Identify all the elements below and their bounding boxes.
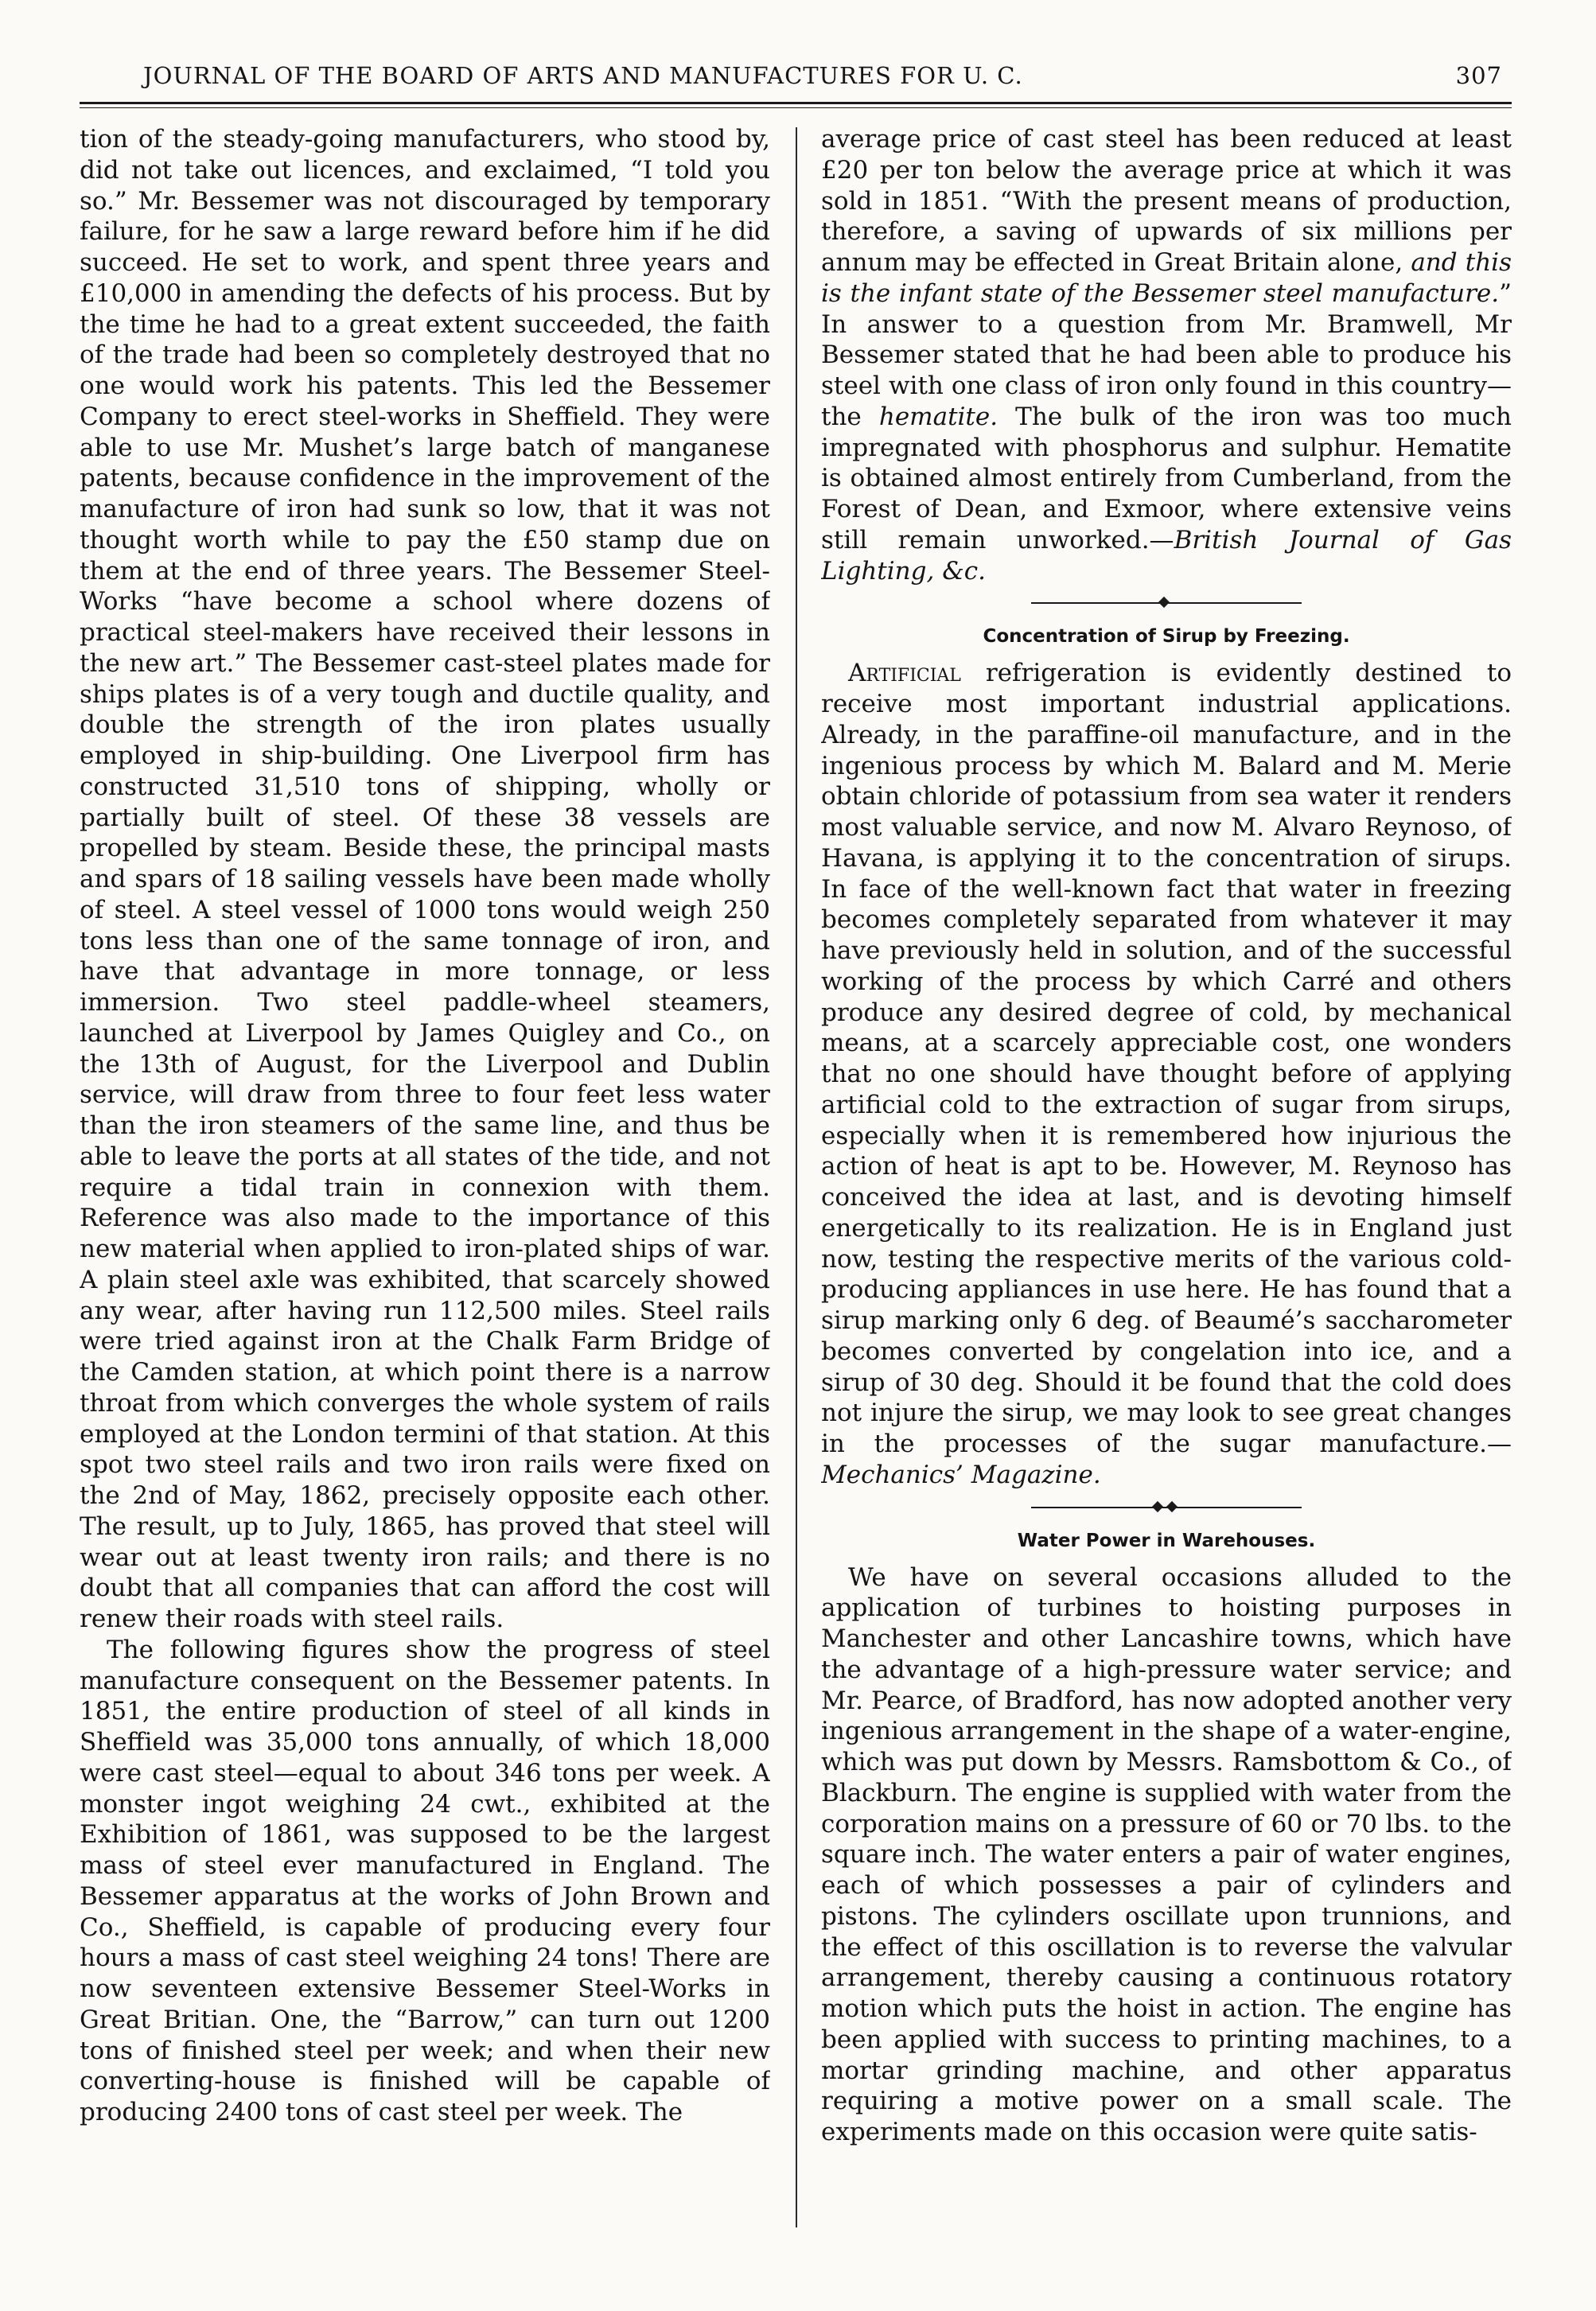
text-run: average price of cast steel has been reduced at least £20 per ton below the average price at which it was sold in 1851. “With the present means of production, therefore, a saving of upwards of six millions per annum may be effected in Great Britain alone,: [821, 125, 1512, 277]
divider-diamond-icon: [1158, 597, 1170, 608]
divider-diamond-icon: [1152, 1500, 1163, 1511]
divider-diamond-icon: [1166, 1500, 1178, 1511]
lead-in: Artificial: [848, 659, 961, 688]
paragraph: [821, 124, 1512, 586]
text-columns: [80, 124, 1512, 2232]
italic-run: hematite.: [878, 402, 998, 431]
right-column: [821, 124, 1512, 2232]
paragraph: We have on several occasions alluded to the application of turbines to hoisting purposes in Manchester and other Lancashire towns, which have the advantage of a high-pressure water service; and Mr. Pearce, of Bradford, has now adopted another very ingenious arrangement in the shape of a water-engine, which was put down by Messrs. Ramsbottom & Co., of Blackburn. The engine is supplied with water from the corporation mains on a pressure of 60 or 70 lbs. to the square inch. The water enters a pair of water engines, each of which possesses a pair of cylinders and pistons. The cylinders oscillate upon trunnions, and the effect of this oscillation is to reverse the valvular arrangement, thereby causing a continuous rotatory motion which puts the hoist in action. The engine has been applied with success to printing machines, to a mortar grinding machine, and other apparatus requiring a motive power on a small scale. The experiments made on this occasion were quite satis-: [821, 1562, 1512, 2146]
journal-page: [80, 48, 1512, 2275]
paragraph: [821, 658, 1512, 1490]
header-rule-thin: [80, 107, 1512, 108]
italic-run: and this is the infant state of the Bessemer steel manufacture.: [821, 248, 1512, 308]
section-divider: [1031, 597, 1302, 609]
header-rule-thick: [80, 102, 1512, 104]
column-rule: [796, 127, 797, 2227]
paragraph: tion of the steady-going manufacturers, who stood by, did not take out licences, and exclaimed, “I told you so.” Mr. Bessemer was not discouraged by temporary failure, for he saw a large reward before him if he did succeed. He set to work, and spent three years and £10,000 in amending the defects of his process. But by the time he had to a great extent succeeded, the faith of the trade had been so completely destroyed that no one would work his patents. This led the Bessemer Company to erect steel-works in Sheffield. They were able to use Mr. Mushet’s large batch of manganese patents, because confidence in the improvement of the manufacture of iron had sunk so low, that it was not thought worth while to pay the £50 stamp due on them at the end of three years. The Bessemer Steel-Works “have become a school where dozens of practical steel-makers have received their lessons in the new art.” The Bessemer cast-steel plates made for ships plates is of a very tough and ductile quality, and double the strength of the iron plates usually employed in ship-building. One Liverpool firm has constructed 31,510 tons of shipping, wholly or partially built of steel. Of these 38 vessels are propelled by steam. Beside these, the principal masts and spars of 18 sailing vessels have been made wholly of steel. A steel vessel of 1000 tons would weigh 250 tons less than one of the same tonnage of iron, and have that advantage in more tonnage, or less immersion. Two steel paddle-wheel steamers, launched at Liverpool by James Quigley and Co., on the 13th of August, for the Liverpool and Dublin service, will draw from three to four feet less water than the iron steamers of the same line, and thus be able to leave the ports at all states of the tide, and not require a tidal train in connexion with them. Reference was also made to the importance of this new material when applied to iron-plated ships of war. A plain steel axle was exhibited, that scarcely showed any wear, after having run 112,500 miles. Steel rails were tried against iron at the Chalk Farm Bridge of the Camden station, at which point there is a narrow throat from which converges the whole system of rails employed at the London termini of that station. At this spot two steel rails and two iron rails were fixed on the 2nd of May, 1862, precisely opposite each other. The result, up to July, 1865, has proved that steel will wear out at least twenty iron rails; and there is no doubt that all companies that can afford the cost will renew their roads with steel rails.: [80, 125, 770, 1633]
section-heading: Water Power in Warehouses.: [1017, 1530, 1316, 1551]
text-run: ” In answer to a question from Mr. Bramwell, Mr Bessemer stated that he had been able to produce his steel with one class of iron only found in this country—the: [821, 278, 1512, 431]
left-column: [80, 124, 770, 2232]
page-number: 307: [1455, 62, 1502, 89]
text-run: The bulk of the iron was too much impregnated with phosphorus and sulphur. Hematite is obtained almost entirely from Cumberland, from the Forest of Dean, and Exmoor, where extensive veins still remain unworked.—: [821, 402, 1512, 554]
text-run: refrigeration is evidently destined to receive most important industrial applications. Already, in the paraffine-oil manufacture, and in the ingenious process by which M. Balard and M. Merie obtain chloride of potassium from sea water it renders most valuable service, and now M. Alvaro Reynoso, of Havana, is applying it to the concentration of sirups. In face of the well-known fact that water in freezing becomes completely separated from whatever it may have previously held in solution, and of the successful working of the process by which Carré and others produce any desired degree of cold, by mechanical means, at a scarcely appreciable cost, one wonders that no one should have thought before of applying artificial cold to the extraction of sugar from sirups, especially when it is remembered how injurious the action of heat is apt to be. However, M. Reynoso has conceived the idea at last, and is devoting himself energetically to its realization. He is in England just now, testing the respective merits of the various cold-producing appliances in use here. He has found that a sirup marking only 6 deg. of Beaumé’s saccharometer becomes converted by congelation into ice, and a sirup of 30 deg. Should it be found that the cold does not injure the sirup, we may look to see great changes in the processes of the sugar manufacture.—: [821, 659, 1512, 1458]
running-head: [80, 48, 1512, 116]
journal-title: JOURNAL OF THE BOARD OF ARTS AND MANUFACTURES FOR U. C.: [143, 62, 1023, 89]
section-divider: [1031, 1502, 1302, 1513]
section-heading: Concentration of Sirup by Freezing.: [983, 626, 1350, 648]
paragraph: The following figures show the progress of steel manufacture consequent on the Bessemer patents. In 1851, the entire production of steel of all kinds in Sheffield was 35,000 tons annually, of which 18,000 were cast steel—equal to about 346 tons per week. A monster ingot weighing 24 cwt., exhibited at the Exhibition of 1861, was supposed to be the largest mass of steel ever manufactured in England. The Bessemer apparatus at the works of John Brown and Co., Sheffield, is capable of producing every four hours a mass of cast steel weighing 24 tons! There are now seventeen extensive Bessemer Steel-Works in Great Britian. One, the “Barrow,” can turn out 1200 tons of finished steel per week; and when their new converting-house is finished will be capable of producing 2400 tons of cast steel per week. The: [80, 1635, 770, 2126]
source-credit: Mechanics’ Magazine.: [821, 1460, 1101, 1489]
source-credit: British Journal of Gas Lighting, &c.: [821, 525, 1512, 586]
